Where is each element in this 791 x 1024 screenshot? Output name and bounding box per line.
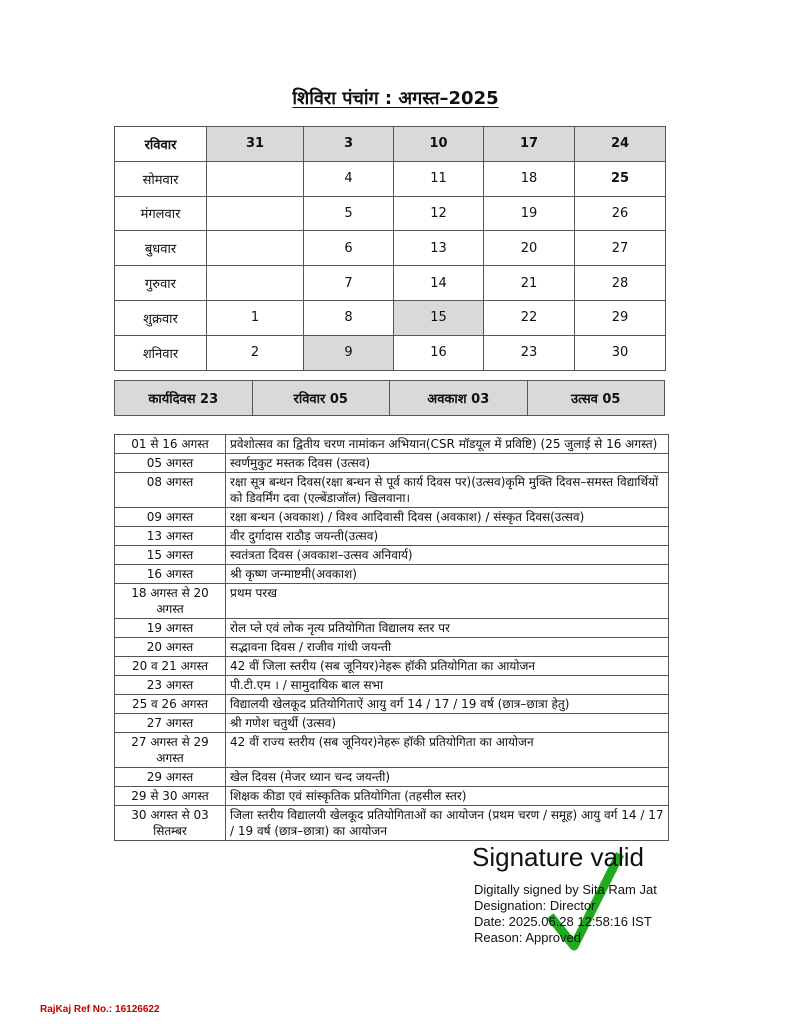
- weekday-label: रविवार: [115, 127, 207, 162]
- event-row: [115, 546, 669, 565]
- summary-holidays: अवकाश 03: [390, 381, 528, 416]
- event-date: 19 अगस्त: [115, 619, 226, 638]
- weekday-label: बुधवार: [115, 231, 207, 266]
- event-row: [115, 806, 669, 841]
- digital-signature-stamp: [472, 842, 702, 952]
- calendar-date-cell: 25: [575, 161, 666, 196]
- event-row: [115, 435, 669, 454]
- calendar-date-cell: 19: [484, 196, 575, 231]
- weekday-label: गुरुवार: [115, 266, 207, 301]
- calendar-date-cell: [207, 161, 304, 196]
- event-row: [115, 714, 669, 733]
- event-description: प्रवेशोत्सव का द्वितीय चरण नामांकन अभियान(CSR मॉडयूल में प्रविष्टि) (25 जुलाई से 16 अगस्त): [226, 435, 669, 454]
- event-row: [115, 657, 669, 676]
- calendar-date-cell: 4: [304, 161, 394, 196]
- event-date: 15 अगस्त: [115, 546, 226, 565]
- summary-festivals: उत्सव 05: [527, 381, 665, 416]
- event-row: [115, 676, 669, 695]
- event-date: 23 अगस्त: [115, 676, 226, 695]
- event-row: [115, 454, 669, 473]
- calendar-date-cell: 23: [484, 335, 575, 370]
- page-title: शिविरा पंचांग : अगस्त–2025: [292, 88, 499, 109]
- event-date: 27 अगस्त से 29 अगस्त: [115, 733, 226, 768]
- calendar-row: [115, 300, 666, 335]
- calendar-date-cell: 26: [575, 196, 666, 231]
- event-date: 25 व 26 अगस्त: [115, 695, 226, 714]
- calendar-date-cell: 8: [304, 300, 394, 335]
- summary-sundays: रविवार 05: [252, 381, 390, 416]
- calendar-date-cell: 9: [304, 335, 394, 370]
- event-date: 01 से 16 अगस्त: [115, 435, 226, 454]
- event-date: 27 अगस्त: [115, 714, 226, 733]
- event-row: [115, 695, 669, 714]
- event-description: जिला स्तरीय विद्यालयी खेलकूद प्रतियोगिताओं का आयोजन (प्रथम चरण / समूह) आयु वर्ग 14 / 17 / 19 वर्ष (छात्र–छात्रा) का आयोजन: [226, 806, 669, 841]
- event-description: पी.टी.एम । / सामुदायिक बाल सभा: [226, 676, 669, 695]
- weekday-label: शनिवार: [115, 335, 207, 370]
- event-date: 20 अगस्त: [115, 638, 226, 657]
- event-row: [115, 473, 669, 508]
- calendar-date-cell: 12: [394, 196, 484, 231]
- calendar-date-cell: 2: [207, 335, 304, 370]
- calendar-date-cell: [207, 266, 304, 301]
- events-table: [114, 434, 669, 841]
- event-date: 18 अगस्त से 20 अगस्त: [115, 584, 226, 619]
- calendar-table: [114, 126, 666, 371]
- event-date: 08 अगस्त: [115, 473, 226, 508]
- calendar-row: [115, 161, 666, 196]
- summary-working-days: कार्यदिवस 23: [115, 381, 253, 416]
- calendar-date-cell: 27: [575, 231, 666, 266]
- event-description: वीर दुर्गादास राठौड़ जयन्ती(उत्सव): [226, 527, 669, 546]
- event-description: सद्भावना दिवस / राजीव गांधी जयन्ती: [226, 638, 669, 657]
- event-date: 29 से 30 अगस्त: [115, 787, 226, 806]
- event-date: 05 अगस्त: [115, 454, 226, 473]
- calendar-date-cell: 13: [394, 231, 484, 266]
- calendar-row: [115, 266, 666, 301]
- calendar-date-cell: 3: [304, 127, 394, 162]
- calendar-date-cell: 31: [207, 127, 304, 162]
- calendar-date-cell: 6: [304, 231, 394, 266]
- calendar-date-cell: 14: [394, 266, 484, 301]
- event-description: खेल दिवस (मेजर ध्यान चन्द जयन्ती): [226, 768, 669, 787]
- event-row: [115, 565, 669, 584]
- event-row: [115, 508, 669, 527]
- calendar-date-cell: 11: [394, 161, 484, 196]
- event-description: 42 वीं जिला स्तरीय (सब जूनियर)नेहरू हॉकी प्रतियोगिता का आयोजन: [226, 657, 669, 676]
- signed-by: Digitally signed by Sita Ram Jat: [474, 882, 657, 897]
- event-description: रोल प्ले एवं लोक नृत्य प्रतियोगिता विद्यालय स्तर पर: [226, 619, 669, 638]
- weekday-label: मंगलवार: [115, 196, 207, 231]
- calendar-row: [115, 196, 666, 231]
- calendar-date-cell: 15: [394, 300, 484, 335]
- calendar-date-cell: 16: [394, 335, 484, 370]
- event-date: 20 व 21 अगस्त: [115, 657, 226, 676]
- event-row: [115, 733, 669, 768]
- event-description: श्री गणेश चतुर्थी (उत्सव): [226, 714, 669, 733]
- calendar-date-cell: 24: [575, 127, 666, 162]
- calendar-row: [115, 335, 666, 370]
- calendar-date-cell: 17: [484, 127, 575, 162]
- event-date: 16 अगस्त: [115, 565, 226, 584]
- calendar-date-cell: 10: [394, 127, 484, 162]
- event-description: 42 वीं राज्य स्तरीय (सब जूनियर)नेहरू हॉकी प्रतियोगिता का आयोजन: [226, 733, 669, 768]
- calendar-date-cell: 21: [484, 266, 575, 301]
- calendar-date-cell: 7: [304, 266, 394, 301]
- calendar-row: [115, 231, 666, 266]
- event-row: [115, 768, 669, 787]
- event-date: 30 अगस्त से 03 सितम्बर: [115, 806, 226, 841]
- event-row: [115, 787, 669, 806]
- calendar-date-cell: 5: [304, 196, 394, 231]
- event-date: 13 अगस्त: [115, 527, 226, 546]
- event-description: श्री कृष्ण जन्माष्टमी(अवकाश): [226, 565, 669, 584]
- sign-reason: Reason: Approved: [474, 930, 581, 945]
- event-description: स्वर्णमुकुट मस्तक दिवस (उत्सव): [226, 454, 669, 473]
- summary-table: [114, 380, 665, 416]
- calendar-date-cell: 29: [575, 300, 666, 335]
- reference-number: RajKaj Ref No.: 16126622: [40, 1004, 160, 1015]
- calendar-date-cell: [207, 196, 304, 231]
- weekday-label: शुक्रवार: [115, 300, 207, 335]
- event-description: रक्षा सूत्र बन्धन दिवस(रक्षा बन्धन से पूर्व कार्य दिवस पर)(उत्सव)कृमि मुक्ति दिवस–समस्त विद्यार्थियों को डिवर्मिंग दवा (एल्बेंडाजॉल) खिलवाना।: [226, 473, 669, 508]
- event-date: 29 अगस्त: [115, 768, 226, 787]
- designation: Designation: Director: [474, 898, 596, 913]
- calendar-date-cell: 30: [575, 335, 666, 370]
- calendar-date-cell: 1: [207, 300, 304, 335]
- calendar-date-cell: 22: [484, 300, 575, 335]
- event-row: [115, 619, 669, 638]
- calendar-row: [115, 127, 666, 162]
- event-description: विद्यालयी खेलकूद प्रतियोगिताऐं आयु वर्ग 14 / 17 / 19 वर्ष (छात्र–छात्रा हेतु): [226, 695, 669, 714]
- calendar-date-cell: [207, 231, 304, 266]
- event-description: प्रथम परख: [226, 584, 669, 619]
- event-row: [115, 638, 669, 657]
- calendar-date-cell: 28: [575, 266, 666, 301]
- event-row: [115, 527, 669, 546]
- calendar-date-cell: 20: [484, 231, 575, 266]
- calendar-date-cell: 18: [484, 161, 575, 196]
- signature-status: Signature valid: [472, 842, 644, 872]
- event-description: रक्षा बन्धन (अवकाश) / विश्व आदिवासी दिवस (अवकाश) / संस्कृत दिवस(उत्सव): [226, 508, 669, 527]
- event-description: शिक्षक कीडा एवं सांस्कृतिक प्रतियोगिता (तहसील स्तर): [226, 787, 669, 806]
- sign-date: Date: 2025.06.28 12:58:16 IST: [474, 914, 652, 929]
- event-description: स्वतंत्रता दिवस (अवकाश–उत्सव अनिवार्य): [226, 546, 669, 565]
- event-row: [115, 584, 669, 619]
- weekday-label: सोमवार: [115, 161, 207, 196]
- event-date: 09 अगस्त: [115, 508, 226, 527]
